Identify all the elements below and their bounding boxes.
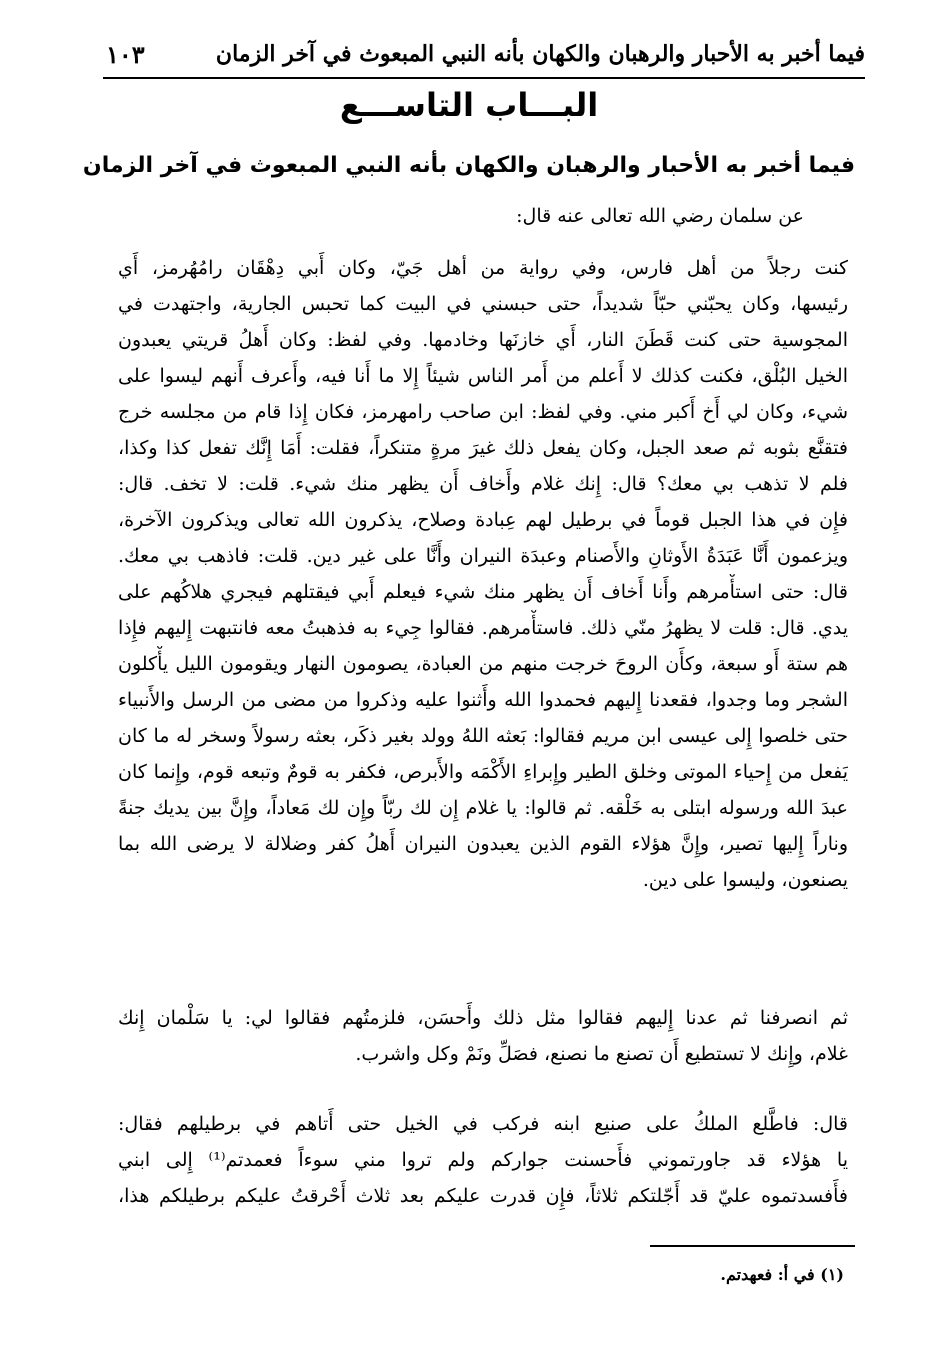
- text-line: هم ستة أَو سبعة، وكأَن الروحَ خرجت منهم من العبادة، يصومون النهار ويقومون الليل يأْكلون: [118, 653, 848, 675]
- text-line: وناراً إِليها تصير، وإِنَّ هؤلاء القوم الذين يعبدون النيران أَهلُ كفر وضلالة لا يرضى الله بما: [118, 833, 848, 855]
- text-line: فتقنَّع بثوبه ثم صعد الجبل، وكان يفعل ذلك غيرَ مرةٍ متنكراً، فقلت: أَمَا إِنَّك تفعل كذا وكذا،: [118, 437, 848, 459]
- text-line: فإِن في هذا الجبل قوماً في برطيل لهم عِبادة وصلاح، يذكرون الله تعالى ويذكرون الآخرة،: [118, 509, 848, 531]
- text-line: حتى خلصوا إِلى عيسى ابن مريم فقالوا: بَعثه اللهُ وولد بغير ذكَر، بعثه رسولاً وسخر له ما كان: [118, 725, 848, 747]
- text-line: كنت رجلاً من أهل فارس، وفي رواية من أهل جَيّ، وكان أَبي دِهْقَان رامُهُرمز، أَي: [118, 257, 848, 279]
- footnote-divider: [650, 1245, 855, 1247]
- text-line: الشجر وما وجدوا، فقعدنا إِليهم فحمدوا الله وأَثنوا عليه وذكروا من مضى من الرسل والأَنبياء: [118, 689, 848, 711]
- header-divider: [103, 77, 865, 79]
- paragraph: [118, 1106, 848, 1214]
- text-line: المجوسية حتى كنت قَطَنَ النار، أَي خازنَها وخادمها. وفي لفظ: وكان أَهلُ قريتي يعبدون: [118, 329, 848, 351]
- text-line: فلم لا تذهب بي معك؟ قال: إِنك غلام وأَخاف أَن يظهر منك شيء. قلت: لا تخف. قال:: [118, 473, 848, 495]
- text-line: شيء، وكان لي أَخ أَكبر مني. وفي لفظ: ابن صاحب رامهرمز، فكان إِذا قام من مجلسه خرج: [118, 401, 848, 423]
- text-line: قال: فاطَّلع الملكُ على صنيع ابنه فركب في الخيل حتى أَتاهم في برطيلهم فقال:: [118, 1113, 848, 1135]
- text-line: يصنعون، وليسوا على دين.: [642, 869, 848, 891]
- text-line: يا هؤلاء قد جاورتموني فأَحسنت جواركم ولم تروا مني سوءاً فعمدتم⁽¹⁾ إِلى ابني: [118, 1149, 848, 1171]
- text-line: فأَفسدتموه عليّ قد أَجّلتكم ثلاثاً، فإِن قدرت عليكم بعد ثلاث أَحْرقتُ عليكم برطيلكم هذا،: [118, 1185, 848, 1207]
- running-title: فيما أخبر به الأحبار والرهبان والكهان بأنه النبي المبعوث في آخر الزمان: [215, 41, 865, 67]
- paragraph: [118, 250, 848, 898]
- intro-line: عن سلمان رضي الله تعالى عنه قال:: [516, 205, 804, 227]
- chapter-subtitle: فيما أخبر به الأحبار والرهبان والكهان بأنه النبي المبعوث في آخر الزمان: [82, 153, 856, 178]
- text-line: عبدَ الله ورسوله ابتلى به خَلْقه. ثم قالوا: يا غلام إِن لك ربّاً وإِن لك مَعاداً، وإِنَّ بين يديك جنةً: [118, 797, 848, 819]
- footnote: (١) في أ: فعهدتم.: [720, 1265, 844, 1284]
- text-line: غلام، وإِنك لا تستطيع أَن تصنع ما نصنع، فصَلِّ ونَمْ وكل واشرب.: [355, 1043, 848, 1065]
- text-line: يدي. قال: قلت لا يظهرُ منّي ذلك. فاستأْمرهم. فقالوا جِيء به فذهبتُ معه فانتبهت إِليهم فإِذا: [118, 617, 848, 639]
- text-line: ويزعمون أَنَّا عَبَدَةُ الأَوثانِ والأَصنام وعبدَة النيران وأَنَّا على غير دين. قلت: فاذهب بي معك.: [118, 545, 848, 567]
- text-line: رئيسها، وكان يحبّني حبّاً شديداً، حتى حبسني في البيت كما تحبس الجارية، واجتهدت في: [118, 293, 848, 315]
- text-line: يَفعل من إِحياء الموتى وخلق الطير وإِبراءِ الأَكْمَه والأَبرص، فكفر به قومٌ وتبعه قوم، وإِنما كان: [118, 761, 848, 783]
- text-line: ثم انصرفنا ثم عدنا إِليهم فقالوا مثل ذلك وأَحسَن، فلزمتُهم فقالوا لي: يا سَلْمان إِنك: [118, 1007, 848, 1029]
- text-line: قال: حتى استأْمرهم وأَنا أَخاف أَن يظهر منك شيء فيعلم أَبي فيقتلهم فيجري هلاكُهم على: [118, 581, 848, 603]
- paragraph: [118, 1000, 848, 1072]
- text-line: الخيل البُلْق، فكنت كذلك لا أَعلم من أَمر الناس شيئاً إِلا ما أَنا فيه، وأَعرف أَنهم ليسوا على: [118, 365, 848, 387]
- running-header: [106, 34, 865, 74]
- page-number: ١٠٣: [106, 39, 145, 69]
- chapter-title: البـــاب التاســـع: [339, 86, 599, 124]
